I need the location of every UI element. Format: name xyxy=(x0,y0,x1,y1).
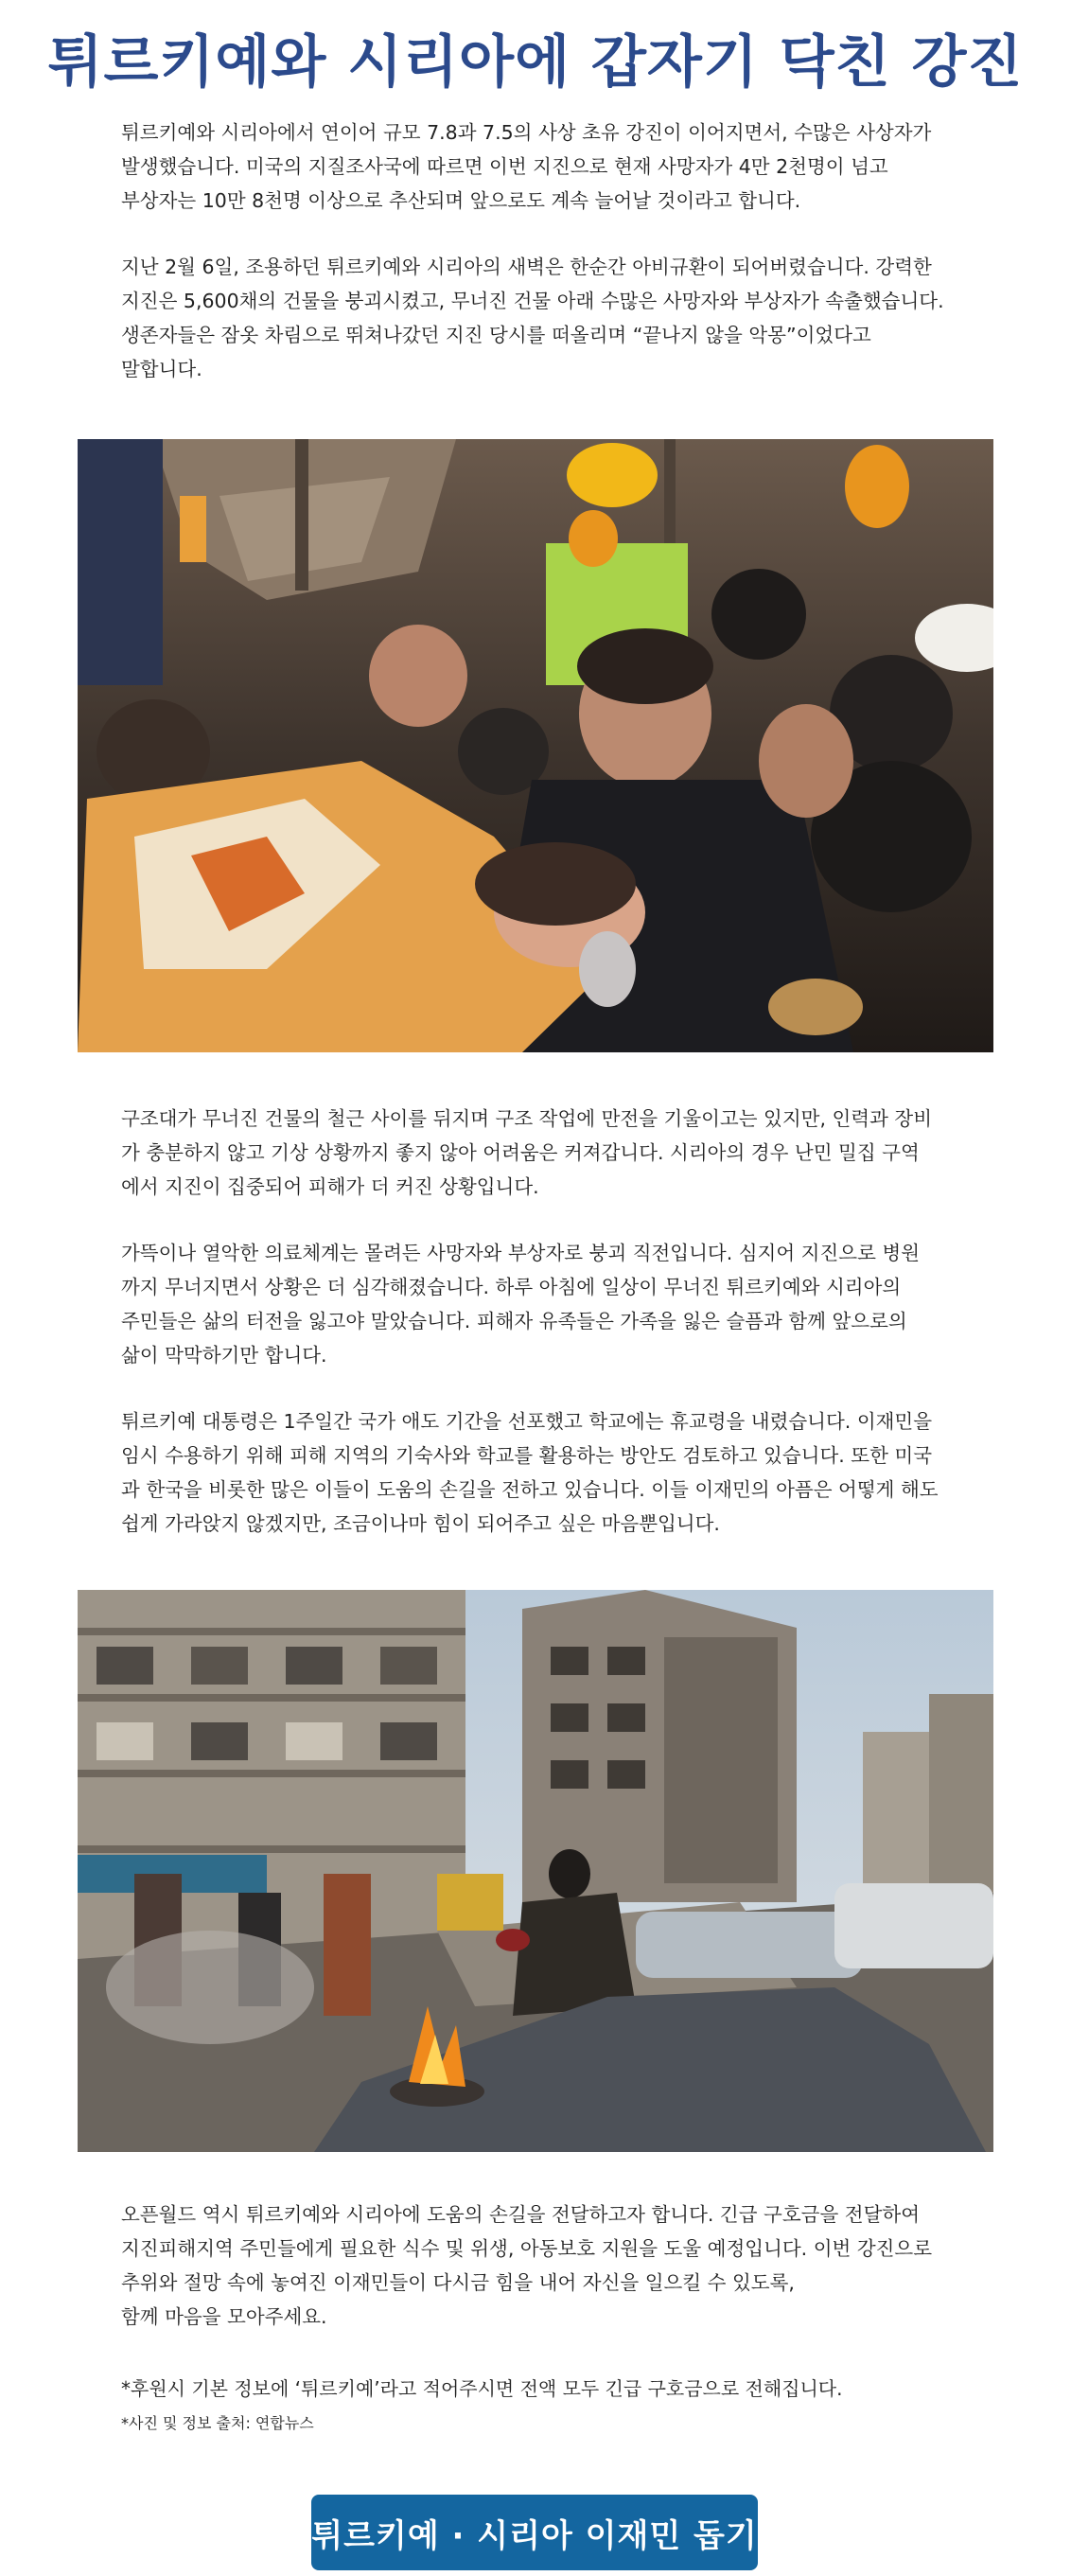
text-line: 주민들은 삶의 터전을 잃고야 말았습니다. 피해자 유족들은 가족을 잃은 슬픔과 함께 앞으로의 xyxy=(121,1310,907,1332)
text-line: 지난 2월 6일, 조용하던 튀르키예와 시리아의 새벽은 한순간 아비규환이 되어버렸습니다. 강력한 xyxy=(121,256,932,278)
text-line: 생존자들은 잠옷 차림으로 뛰쳐나갔던 지진 당시를 떠올리며 “끝나지 않을 악몽”이었다고 xyxy=(121,324,871,346)
donation-note: *후원시 기본 정보에 ‘튀르키예’라고 적어주시면 전액 모두 긴급 구호금으로 전해집니다. xyxy=(121,2377,843,2400)
rescue-photo xyxy=(78,439,993,1052)
ruins-photo xyxy=(78,1590,993,2152)
openworld-paragraph xyxy=(121,2197,963,2334)
text-line: 추위와 절망 속에 놓여진 이재민들이 다시금 힘을 내어 자신을 일으킬 수 있도록, xyxy=(121,2271,795,2294)
government-paragraph xyxy=(121,1404,963,1541)
medical-paragraph xyxy=(121,1236,963,1372)
text-line: 지진은 5,600채의 건물을 붕괴시켰고, 무너진 건물 아래 수많은 사망자와 부상자가 속출했습니다. xyxy=(121,290,944,312)
text-line: 지진피해지역 주민들에게 필요한 식수 및 위생, 아동보호 지원을 도울 예정입니다. 이번 강진으로 xyxy=(121,2237,933,2260)
text-line: 까지 무너지면서 상황은 더 심각해졌습니다. 하루 아침에 일상이 무너진 튀르키예와 시리아의 xyxy=(121,1276,902,1298)
intro-paragraph xyxy=(121,115,963,218)
text-line: 튀르키예와 시리아에서 연이어 규모 7.8과 7.5의 사상 초유 강진이 이어지면서, 수많은 사상자가 xyxy=(121,121,932,144)
donate-button[interactable]: 튀르키예 · 시리아 이재민 돕기 xyxy=(311,2495,758,2570)
rescue-paragraph xyxy=(121,1102,963,1204)
earthquake-paragraph xyxy=(121,250,963,386)
text-line: 가 충분하지 않고 기상 상황까지 좋지 않아 어려움은 커져갑니다. 시리아의 경우 난민 밀집 구역 xyxy=(121,1141,920,1164)
text-line: 구조대가 무너진 건물의 철근 사이를 뒤지며 구조 작업에 만전을 기울이고는 있지만, 인력과 장비 xyxy=(121,1107,933,1130)
text-line: 가뜩이나 열악한 의료체계는 몰려든 사망자와 부상자로 붕괴 직전입니다. 심지어 지진으로 병원 xyxy=(121,1242,920,1264)
text-line: 말합니다. xyxy=(121,358,202,380)
photo-source: *사진 및 정보 출처: 연합뉴스 xyxy=(121,2414,314,2432)
text-line: 부상자는 10만 8천명 이상으로 추산되며 앞으로도 계속 늘어날 것이라고 합니다. xyxy=(121,189,801,212)
text-line: 튀르키예 대통령은 1주일간 국가 애도 기간을 선포했고 학교에는 휴교령을 내렸습니다. 이재민을 xyxy=(121,1410,933,1433)
text-line: 임시 수용하기 위해 피해 지역의 기숙사와 학교를 활용하는 방안도 검토하고 있습니다. 또한 미국 xyxy=(121,1444,933,1467)
text-line: 발생했습니다. 미국의 지질조사국에 따르면 이번 지진으로 현재 사망자가 4만 2천명이 넘고 xyxy=(121,155,888,178)
text-line: 쉽게 가라앉지 않겠지만, 조금이나마 힘이 되어주고 싶은 마음뿐입니다. xyxy=(121,1512,720,1535)
text-line: 함께 마음을 모아주세요. xyxy=(121,2305,327,2328)
page-title: 튀르키예와 시리아에 갑자기 닥친 강진 xyxy=(47,29,1024,96)
text-line: 삶이 막막하기만 합니다. xyxy=(121,1344,327,1367)
text-line: 에서 지진이 집중되어 피해가 더 커진 상황입니다. xyxy=(121,1175,539,1198)
text-line: 오픈월드 역시 튀르키예와 시리아에 도움의 손길을 전달하고자 합니다. 긴급 구호금을 전달하여 xyxy=(121,2203,920,2226)
text-line: 과 한국을 비롯한 많은 이들이 도움의 손길을 전하고 있습니다. 이들 이재민의 아픔은 어떻게 해도 xyxy=(121,1478,939,1501)
